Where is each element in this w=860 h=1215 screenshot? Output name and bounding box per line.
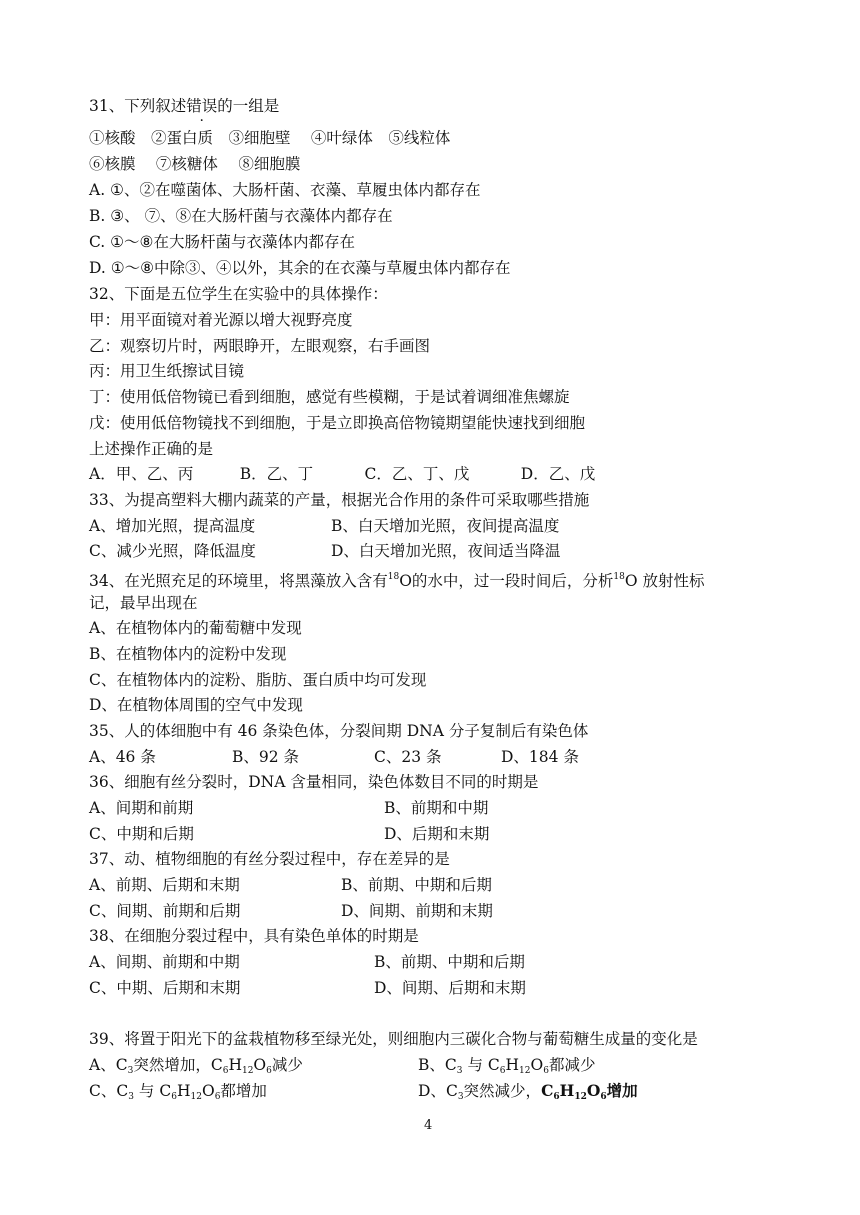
q38-option-b: B、前期、中期和后期 [374, 953, 525, 971]
q36-stem: 36、细胞有丝分裂时，DNA 含量相同，染色体数目不同的时期是 [89, 773, 539, 791]
q32-bing: 丙：用卫生纸擦试目镜 [89, 362, 245, 380]
q33-option-c: C、减少光照，降低温度 [89, 542, 256, 560]
q37-stem: 37、动、植物细胞的有丝分裂过程中，存在差异的是 [89, 850, 450, 868]
q32-yi: 乙：观察切片时，两眼睁开，左眼观察，右手画图 [89, 337, 431, 355]
q35-option-c: C、23 条 [374, 748, 442, 766]
q31-option-c: C. ①～⑧在大肠杆菌与衣藻体内都存在 [89, 233, 355, 251]
q38-stem: 38、在细胞分裂过程中，具有染色单体的时期是 [89, 927, 419, 945]
q39-option-d: D、$C_3$突然减少，$C_6H_{12}O_6$增加 [418, 1081, 638, 1102]
q34-option-a: A、在植物体内的葡萄糖中发现 [89, 619, 302, 637]
q31-items-1: ①核酸 ②蛋白质 ③细胞壁 ④叶绿体 ⑤线粒体 [89, 129, 451, 147]
q32-stem: 32、下面是五位学生在实验中的具体操作： [89, 285, 388, 303]
q34-option-b: B、在植物体内的淀粉中发现 [89, 645, 287, 663]
q34-option-d: D、在植物体周围的空气中发现 [89, 696, 303, 714]
q34-stem-line2: 记，最早出现在 [89, 594, 198, 612]
q32-wu: 戊：使用低倍物镜找不到细胞，于是立即换高倍物镜期望能快速找到细胞 [89, 414, 586, 432]
q34-option-c: C、在植物体内的淀粉、脂肪、蛋白质中均可发现 [89, 671, 427, 689]
q36-option-b: B、前期和中期 [384, 799, 489, 817]
q38-option-a: A、间期、前期和中期 [89, 953, 240, 971]
q31-option-b: B. ③、 ⑦、⑧在大肠杆菌与衣藻体内都存在 [89, 207, 393, 225]
q37-option-b: B、前期、中期和后期 [341, 876, 492, 894]
q31-stem: 31、下列叙述错误的一组是 [89, 97, 280, 115]
q33-option-d: D、白天增加光照，夜间适当降温 [331, 542, 561, 560]
q38-option-c: C、中期、后期和末期 [89, 979, 241, 997]
q32-question: 上述操作正确的是 [89, 440, 214, 458]
q33-option-a: A、增加光照，提高温度 [89, 517, 256, 535]
q32-jia: 甲：用平面镜对着光源以增大视野亮度 [89, 311, 353, 329]
q35-stem: 35、人的体细胞中有 46 条染色体，分裂间期 DNA 分子复制后有染色体 [89, 722, 589, 740]
q39-option-a: A、$C_3$突然增加，$C_6H_{12}O_6$减少 [89, 1056, 303, 1076]
q31-emphasis: 错误 [186, 97, 218, 115]
q32-ding: 丁：使用低倍物镜已看到细胞，感觉有些模糊，于是试着调细准焦螺旋 [89, 388, 570, 406]
q32-options: A．甲、乙、丙 B．乙、丁 C．乙、丁、戊 D．乙、戊 [89, 465, 596, 483]
q31-items-2: ⑥核膜 ⑦核糖体 ⑧细胞膜 [89, 155, 301, 173]
q36-option-d: D、后期和末期 [384, 825, 490, 843]
q39-option-b: B、$C_3$ 与 $C_6H_{12}O_6$都减少 [418, 1056, 596, 1076]
q38-option-d: D、间期、后期和末期 [374, 979, 526, 997]
q37-option-a: A、前期、后期和末期 [89, 876, 240, 894]
page-number: 4 [424, 1118, 433, 1133]
q39-option-c: C、$C_3$ 与 $C_6H_{12}O_6$都增加 [89, 1082, 267, 1102]
q31-option-a: A. ①、②在噬菌体、大肠杆菌、衣藻、草履虫体内都存在 [89, 181, 481, 199]
q37-option-d: D、间期、前期和末期 [341, 902, 493, 920]
q33-option-b: B、白天增加光照，夜间提高温度 [331, 517, 560, 535]
q39-stem: 39、将置于阳光下的盆栽植物移至绿光处，则细胞内三碳化合物与葡萄糖生成量的变化是 [89, 1030, 698, 1048]
q33-stem: 33、为提高塑料大棚内蔬菜的产量，根据光合作用的条件可采取哪些措施 [89, 491, 590, 509]
q35-option-a: A、46 条 [89, 748, 156, 766]
q31-option-d: D. ①～⑧中除③、④以外，其余的在衣藻与草履虫体内都存在 [89, 259, 511, 277]
q35-option-d: D、184 条 [501, 748, 579, 766]
q37-option-c: C、间期、前期和后期 [89, 902, 241, 920]
q34-stem: 34、在光照充足的环境里，将黑藻放入含有$^{18}$O的水中，过一段时间后，分析$^{18}$O 放射性标 [89, 572, 705, 590]
q36-option-c: C、中期和后期 [89, 825, 194, 843]
q35-option-b: B、92 条 [232, 748, 300, 766]
q36-option-a: A、间期和前期 [89, 799, 194, 817]
